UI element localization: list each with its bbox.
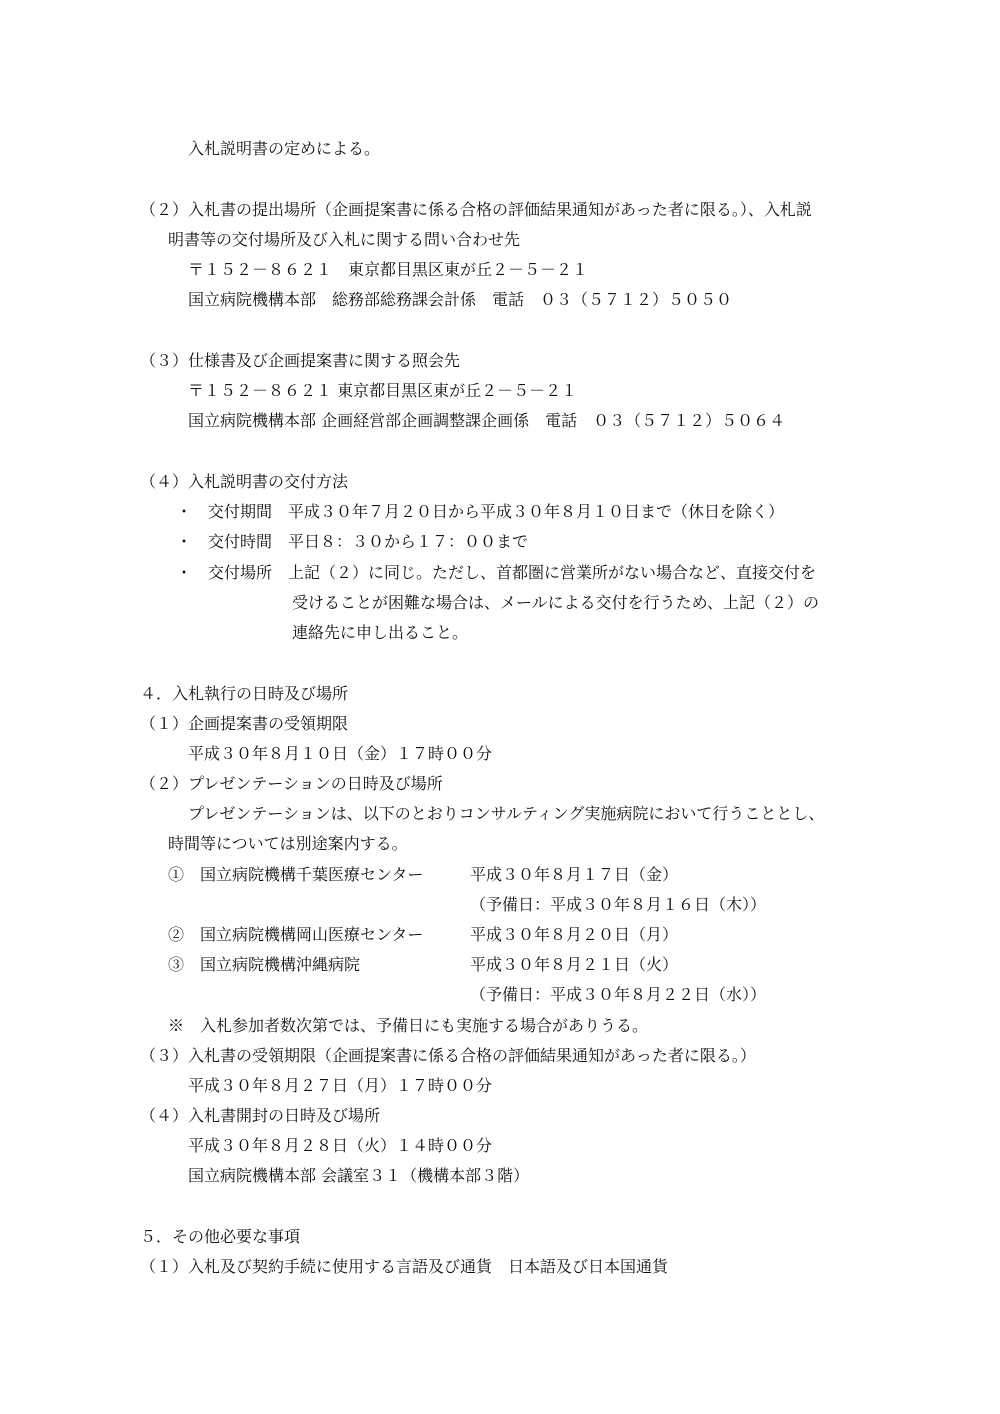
- section-heading: （４）入札書開封の日時及び場所: [140, 1106, 381, 1125]
- text-line: 平成３０年８月１０日（金）１７時００分: [188, 744, 493, 763]
- section-heading: （２）入札書の提出場所（企画提案書に係る合格の評価結果通知があった者に限る。）、入札説: [140, 200, 812, 219]
- text-line: 平成３０年８月２８日（火）１４時００分: [188, 1136, 493, 1155]
- presentation-date: 平成３０年８月１７日（金）: [470, 865, 679, 884]
- chapter-heading: ５．その他必要な事項: [140, 1227, 301, 1246]
- section-heading: （３）入札書の受領期限（企画提案書に係る合格の評価結果通知があった者に限る。）: [140, 1046, 756, 1065]
- presentation-date: 平成３０年８月２１日（火）: [470, 955, 679, 974]
- text-line: 平成３０年８月２７日（月）１７時００分: [188, 1076, 493, 1095]
- note-line: ※ 入札参加者数次第では、予備日にも実施する場合がありうる。: [168, 1016, 649, 1035]
- text-line: 時間等については別途案内する。: [168, 834, 408, 853]
- reserve-date: （予備日：平成３０年８月２２日（水））: [470, 985, 767, 1004]
- hospital-name: ② 国立病院機構岡山医療センター: [168, 925, 424, 944]
- text-line: プレゼンテーションは、以下のとおりコンサルティング実施病院において行うこととし、: [188, 804, 825, 823]
- text-line: 入札説明書の定めによる。: [188, 139, 381, 158]
- hospital-name: ③ 国立病院機構沖縄病院: [168, 955, 361, 974]
- text-line: 連絡先に申し出ること。: [292, 623, 469, 642]
- text-line: 受けることが困難な場合は、メールによる交付を行うため、上記（２）の: [292, 593, 820, 612]
- bullet-item: ・ 交付時間 平日８：３０から１７：００まで: [176, 532, 529, 551]
- contact-line: 国立病院機構本部 企画経営部企画調整課企画係 電話 ０３（５７１２）５０６４: [188, 411, 786, 430]
- bullet-item: ・ 交付期間 平成３０年７月２０日から平成３０年８月１０日まで（休日を除く）: [176, 502, 785, 521]
- contact-line: 国立病院機構本部 総務部総務課会計係 電話 ０３（５７１２）５０５０: [188, 290, 733, 309]
- address-line: 〒１５２－８６２１ 東京都目黒区東が丘２－５－２１: [188, 381, 578, 400]
- chapter-heading: ４．入札執行の日時及び場所: [140, 684, 349, 703]
- section-heading: （３）仕様書及び企画提案書に関する照会先: [140, 351, 461, 370]
- hospital-name: ① 国立病院機構千葉医療センター: [168, 865, 424, 884]
- text-line: 明書等の交付場所及び入札に関する問い合わせ先: [168, 230, 521, 249]
- reserve-date: （予備日：平成３０年８月１６日（木））: [470, 895, 767, 914]
- text-line: 国立病院機構本部 会議室３１（機構本部３階）: [188, 1166, 530, 1185]
- section-heading: （４）入札説明書の交付方法: [140, 472, 349, 491]
- section-heading: （１）入札及び契約手続に使用する言語及び通貨 日本語及び日本国通貨: [140, 1257, 669, 1276]
- presentation-date: 平成３０年８月２０日（月）: [470, 925, 679, 944]
- address-line: 〒１５２－８６２１ 東京都目黒区東が丘２－５－２１: [188, 260, 589, 279]
- section-heading: （１）企画提案書の受領期限: [140, 714, 349, 733]
- section-heading: （２）プレゼンテーションの日時及び場所: [140, 774, 443, 793]
- bullet-item: ・ 交付場所 上記（２）に同じ。ただし、首都圏に営業所がない場合など、直接交付を: [176, 563, 817, 582]
